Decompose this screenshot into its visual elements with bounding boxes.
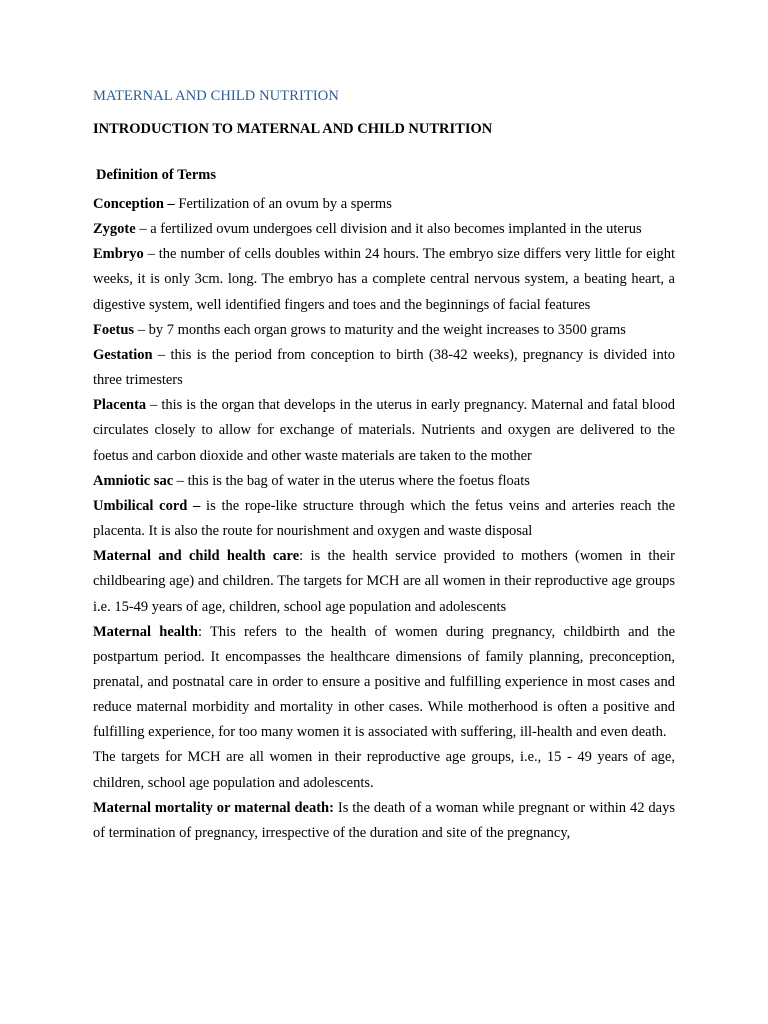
definition-text: – this is the organ that develops in the uterus in early pregnancy. Maternal and fatal blood circulates closely to allow for exchange of materials. Nutrients and oxygen are delivered to the foetus and carbon dioxide and other waste materials are taken to the mother [93,397,675,464]
definition-term: Gestation [93,346,153,363]
definition-text: : This refers to the health of women during pregnancy, childbirth and the postpartum period. It encompasses the healthcare dimensions of family planning, preconception, prenatal, and postnatal care in order to ensure a positive and fulfilling experience in most cases and reduce maternal morbidity and mortality in other cases. While motherhood is often a positive and fulfilling experience, for too many women it is associated with suffering, ill-health and even death. [93,623,675,741]
definition-text: – this is the bag of water in the uterus where the foetus floats [173,472,530,489]
definition-paragraph [93,745,675,795]
definition-term: Embryo [93,246,144,263]
definition-term: Conception – [93,196,179,212]
definition-text: The targets for MCH are all women in their reproductive age groups, i.e., 15 - 49 years of age, children, school age population and adolescents. [93,749,675,791]
section-heading: Definition of Terms [96,167,217,183]
definition-term: Maternal and child health care [93,548,300,565]
definition-text: is the rope-like structure through which the fetus veins and arteries reach the placenta. It is also the route for nourishment and oxygen and waste disposal [93,497,675,540]
definition-paragraph [93,192,675,217]
definition-paragraph [93,796,675,846]
definition-text: – this is the period from conception to birth (38-42 weeks), pregnancy is divided into three trimesters [93,346,675,389]
definition-text: – a fertilized ovum undergoes cell division and it also becomes implanted in the uterus [135,221,642,238]
document-title: MATERNAL AND CHILD NUTRITION [93,88,339,104]
definition-term: Umbilical cord – [93,497,207,514]
definition-paragraph [93,620,675,746]
definition-term: Foetus [93,321,135,338]
definition-paragraph [93,217,675,242]
document-heading: INTRODUCTION TO MATERNAL AND CHILD NUTRITION [93,121,493,137]
definition-term: Maternal health [93,623,198,640]
definition-text: – the number of cells doubles within 24 hours. The embryo size differs very little for eight weeks, it is only 3cm. long. The embryo has a complete central nervous system, a beating heart, a digestive system, well identified fingers and toes and the beginnings of facial features [93,246,675,313]
definition-text: – by 7 months each organ grows to maturity and the weight increases to 3500 grams [134,321,626,338]
definition-paragraph [93,393,675,468]
definition-term: Amniotic sac [93,472,174,489]
definition-paragraph [93,544,675,619]
definition-text: Is the death of a woman while pregnant or within 42 days of termination of pregnancy, irrespective of the duration and site of the pregnancy, [93,799,675,841]
definition-paragraph [93,469,675,494]
definition-term: Maternal mortality or maternal death: [93,799,334,816]
definition-paragraph [93,242,675,317]
definition-term: Zygote [93,221,136,238]
definition-paragraph [93,318,675,343]
definition-term: Placenta [93,397,147,414]
definitions-list [93,192,675,846]
definition-paragraph [93,343,675,393]
definition-text: : is the health service provided to mothers (women in their childbearing age) and children. The targets for MCH are all women in their reproductive age groups i.e. 15-49 years of age, children, school age population and adolescents [93,548,675,615]
definition-text: Fertilization of an ovum by a sperms [178,196,392,212]
definition-paragraph [93,494,675,544]
